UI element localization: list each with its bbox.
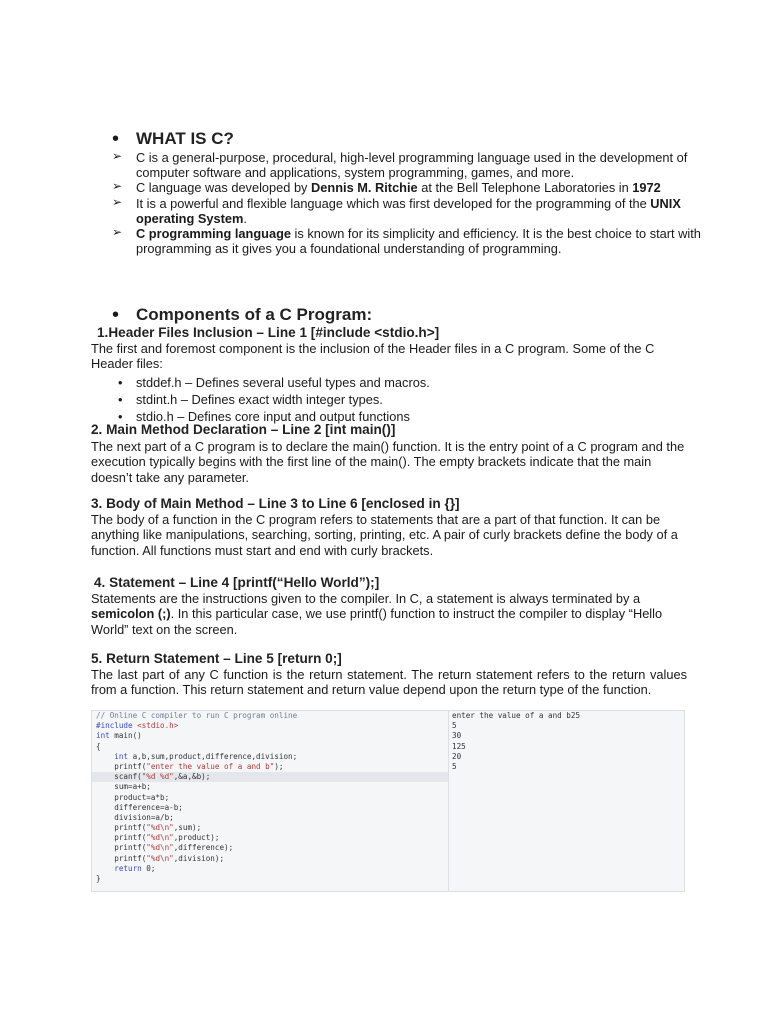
what-is-c-list: [108, 150, 734, 256]
intro-text: It is a powerful and flexible language which was first developed for the programming of the: [136, 195, 651, 211]
code-token: ,product);: [173, 833, 220, 843]
code-token: printf(: [96, 843, 147, 853]
section-heading: 2. Main Method Declaration – Line 2 [int main()]: [91, 422, 396, 437]
arrow-bullet-icon: ➢: [112, 149, 123, 163]
section-paragraph: The body of a function in the C program refers to statements that are a part of that function. It can be anything like manipulations, searching, sorting, printing, etc. A pair of curly brackets define the body of a function. All functions must start and end with curly brackets.: [91, 512, 678, 558]
code-token: "%d\n": [146, 833, 174, 843]
section-bullet: •: [112, 304, 120, 326]
intro-text: is known for its simplicity and efficiency. It is the best choice to start with programming as it gives you a foundational understanding of programming.: [136, 226, 701, 257]
code-line: [92, 803, 448, 813]
code-screenshot: [91, 710, 685, 892]
list-item: • stddef.h – Defines several useful types and macros.: [91, 374, 687, 391]
output-line: enter the value of a and b25: [452, 711, 581, 720]
code-token: // Online C compiler to run C program online: [96, 711, 298, 720]
section-paragraph: [91, 591, 687, 637]
intro-text: C is a general-purpose, procedural, high-level programming language used in the development of computer software and applications, system programming, games, and more.: [136, 150, 688, 181]
code-token: ,difference);: [173, 843, 234, 853]
code-line: [92, 833, 448, 843]
code-line: [92, 762, 448, 772]
code-token: int: [96, 751, 129, 761]
code-output: [452, 711, 682, 772]
code-line: [92, 711, 448, 721]
output-line: 5: [452, 721, 457, 731]
code-token: ,sum);: [173, 823, 202, 833]
list-item: • stdint.h – Defines exact width integer types.: [91, 391, 687, 408]
section-paragraph: The last part of any C function is the return statement. The return statement refers to the return values from a function. This return statement and return value depend upon the return type of the function.: [91, 667, 687, 698]
section-heading: 5. Return Statement – Line 5 [return 0;]: [91, 651, 342, 666]
code-token: {: [96, 741, 101, 751]
section-paragraph: The next part of a C program is to declare the main() function. It is the entry point of a C program and the execution typically begins with the first line of the main(). The empty brackets indicate that the main doesn’t take any parameter.: [91, 439, 685, 485]
code-token: return: [96, 863, 142, 873]
code-line: [92, 864, 448, 874]
code-token: "%d\n": [146, 843, 174, 853]
code-token: "%d\n": [146, 823, 174, 833]
arrow-bullet-icon: ➢: [112, 179, 123, 194]
output-line: 125: [452, 741, 466, 751]
section-heading: 3. Body of Main Method – Line 3 to Line 6 [enclosed in {}]: [91, 496, 460, 511]
code-token: main(): [109, 731, 142, 741]
intro-item: [108, 150, 734, 180]
output-line: 20: [452, 751, 462, 761]
code-token: sum=a+b;: [96, 782, 151, 792]
code-token: "%d\n": [146, 853, 174, 863]
code-line: [92, 721, 448, 731]
code-line: [92, 772, 448, 782]
code-line: [92, 752, 448, 762]
section-heading: 1.Header Files Inclusion – Line 1 [#include <stdio.h>]: [97, 325, 440, 340]
code-token: 0;: [141, 863, 156, 873]
output-line: 30: [452, 731, 462, 741]
header-files-list: [91, 374, 687, 425]
intro-text: .: [243, 210, 247, 226]
code-line: [92, 793, 448, 803]
intro-item: [108, 180, 734, 195]
code-line: [92, 843, 448, 853]
code-token: <stdio.h>: [137, 721, 179, 731]
intro-bold: UNIX operating System: [136, 195, 681, 226]
code-token: }: [96, 874, 101, 883]
code-line: [92, 813, 448, 823]
intro-item: [108, 196, 734, 226]
intro-item: [108, 226, 734, 256]
arrow-bullet-icon: ➢: [112, 194, 123, 209]
code-token: "enter the value of a and b": [146, 761, 275, 771]
code-token: difference=a-b;: [96, 802, 183, 812]
output-line: 5: [452, 761, 457, 771]
code-token: #include: [96, 721, 138, 731]
code-token: product=a*b;: [96, 792, 170, 802]
intro-bold: 1972: [632, 180, 661, 196]
body-section: [91, 495, 687, 558]
code-token: );: [274, 761, 284, 771]
return-section: [91, 650, 687, 698]
code-token: ,&a,&b);: [173, 772, 211, 782]
header-files-section: [91, 324, 687, 425]
paragraph-bold: semicolon (;): [91, 606, 171, 622]
code-line: [92, 731, 448, 741]
code-token: scanf(: [96, 772, 142, 782]
code-token: printf(: [96, 823, 147, 833]
code-token: printf(: [96, 761, 147, 771]
what-is-c-title: WHAT IS C?: [136, 129, 234, 148]
components-title: Components of a C Program:: [136, 305, 373, 324]
code-token: "%d %d": [141, 772, 174, 782]
paragraph-text: Statements are the instructions given to the compiler. In C, a statement is always terminated by a: [91, 591, 641, 606]
code-line: [92, 742, 448, 752]
intro-bold: C programming language: [136, 226, 291, 242]
intro-text: at the Bell Telephone Laboratories in: [417, 180, 633, 196]
intro-bold: Dennis M. Ritchie: [311, 180, 418, 196]
section-heading: 4. Statement – Line 4 [printf(“Hello World”);]: [94, 575, 380, 590]
code-token: division=a/b;: [96, 812, 174, 822]
code-line: [92, 854, 448, 864]
section-bullet: •: [112, 128, 120, 150]
code-token: printf(: [96, 853, 147, 863]
list-item: • stdio.h – Defines core input and output functions: [91, 408, 687, 425]
code-line: [92, 823, 448, 833]
code-token: printf(: [96, 833, 147, 843]
paragraph-text: . In this particular case, we use printf() function to instruct the compiler to display “Hello World” text on the screen.: [91, 606, 663, 637]
main-declaration-section: [91, 421, 687, 485]
statement-section: [91, 574, 687, 637]
section-paragraph: The first and foremost component is the inclusion of the Header files in a C program. Some of the C Header files:: [91, 341, 655, 372]
arrow-bullet-icon: ➢: [112, 225, 123, 240]
code-line: [92, 874, 448, 884]
code-editor: [92, 711, 449, 891]
intro-text: C language was developed by: [136, 180, 312, 196]
code-line: [92, 782, 448, 792]
code-token: int: [96, 731, 110, 741]
code-token: a,b,sum,product,difference,division;: [128, 751, 298, 761]
code-token: ,division);: [173, 853, 225, 863]
